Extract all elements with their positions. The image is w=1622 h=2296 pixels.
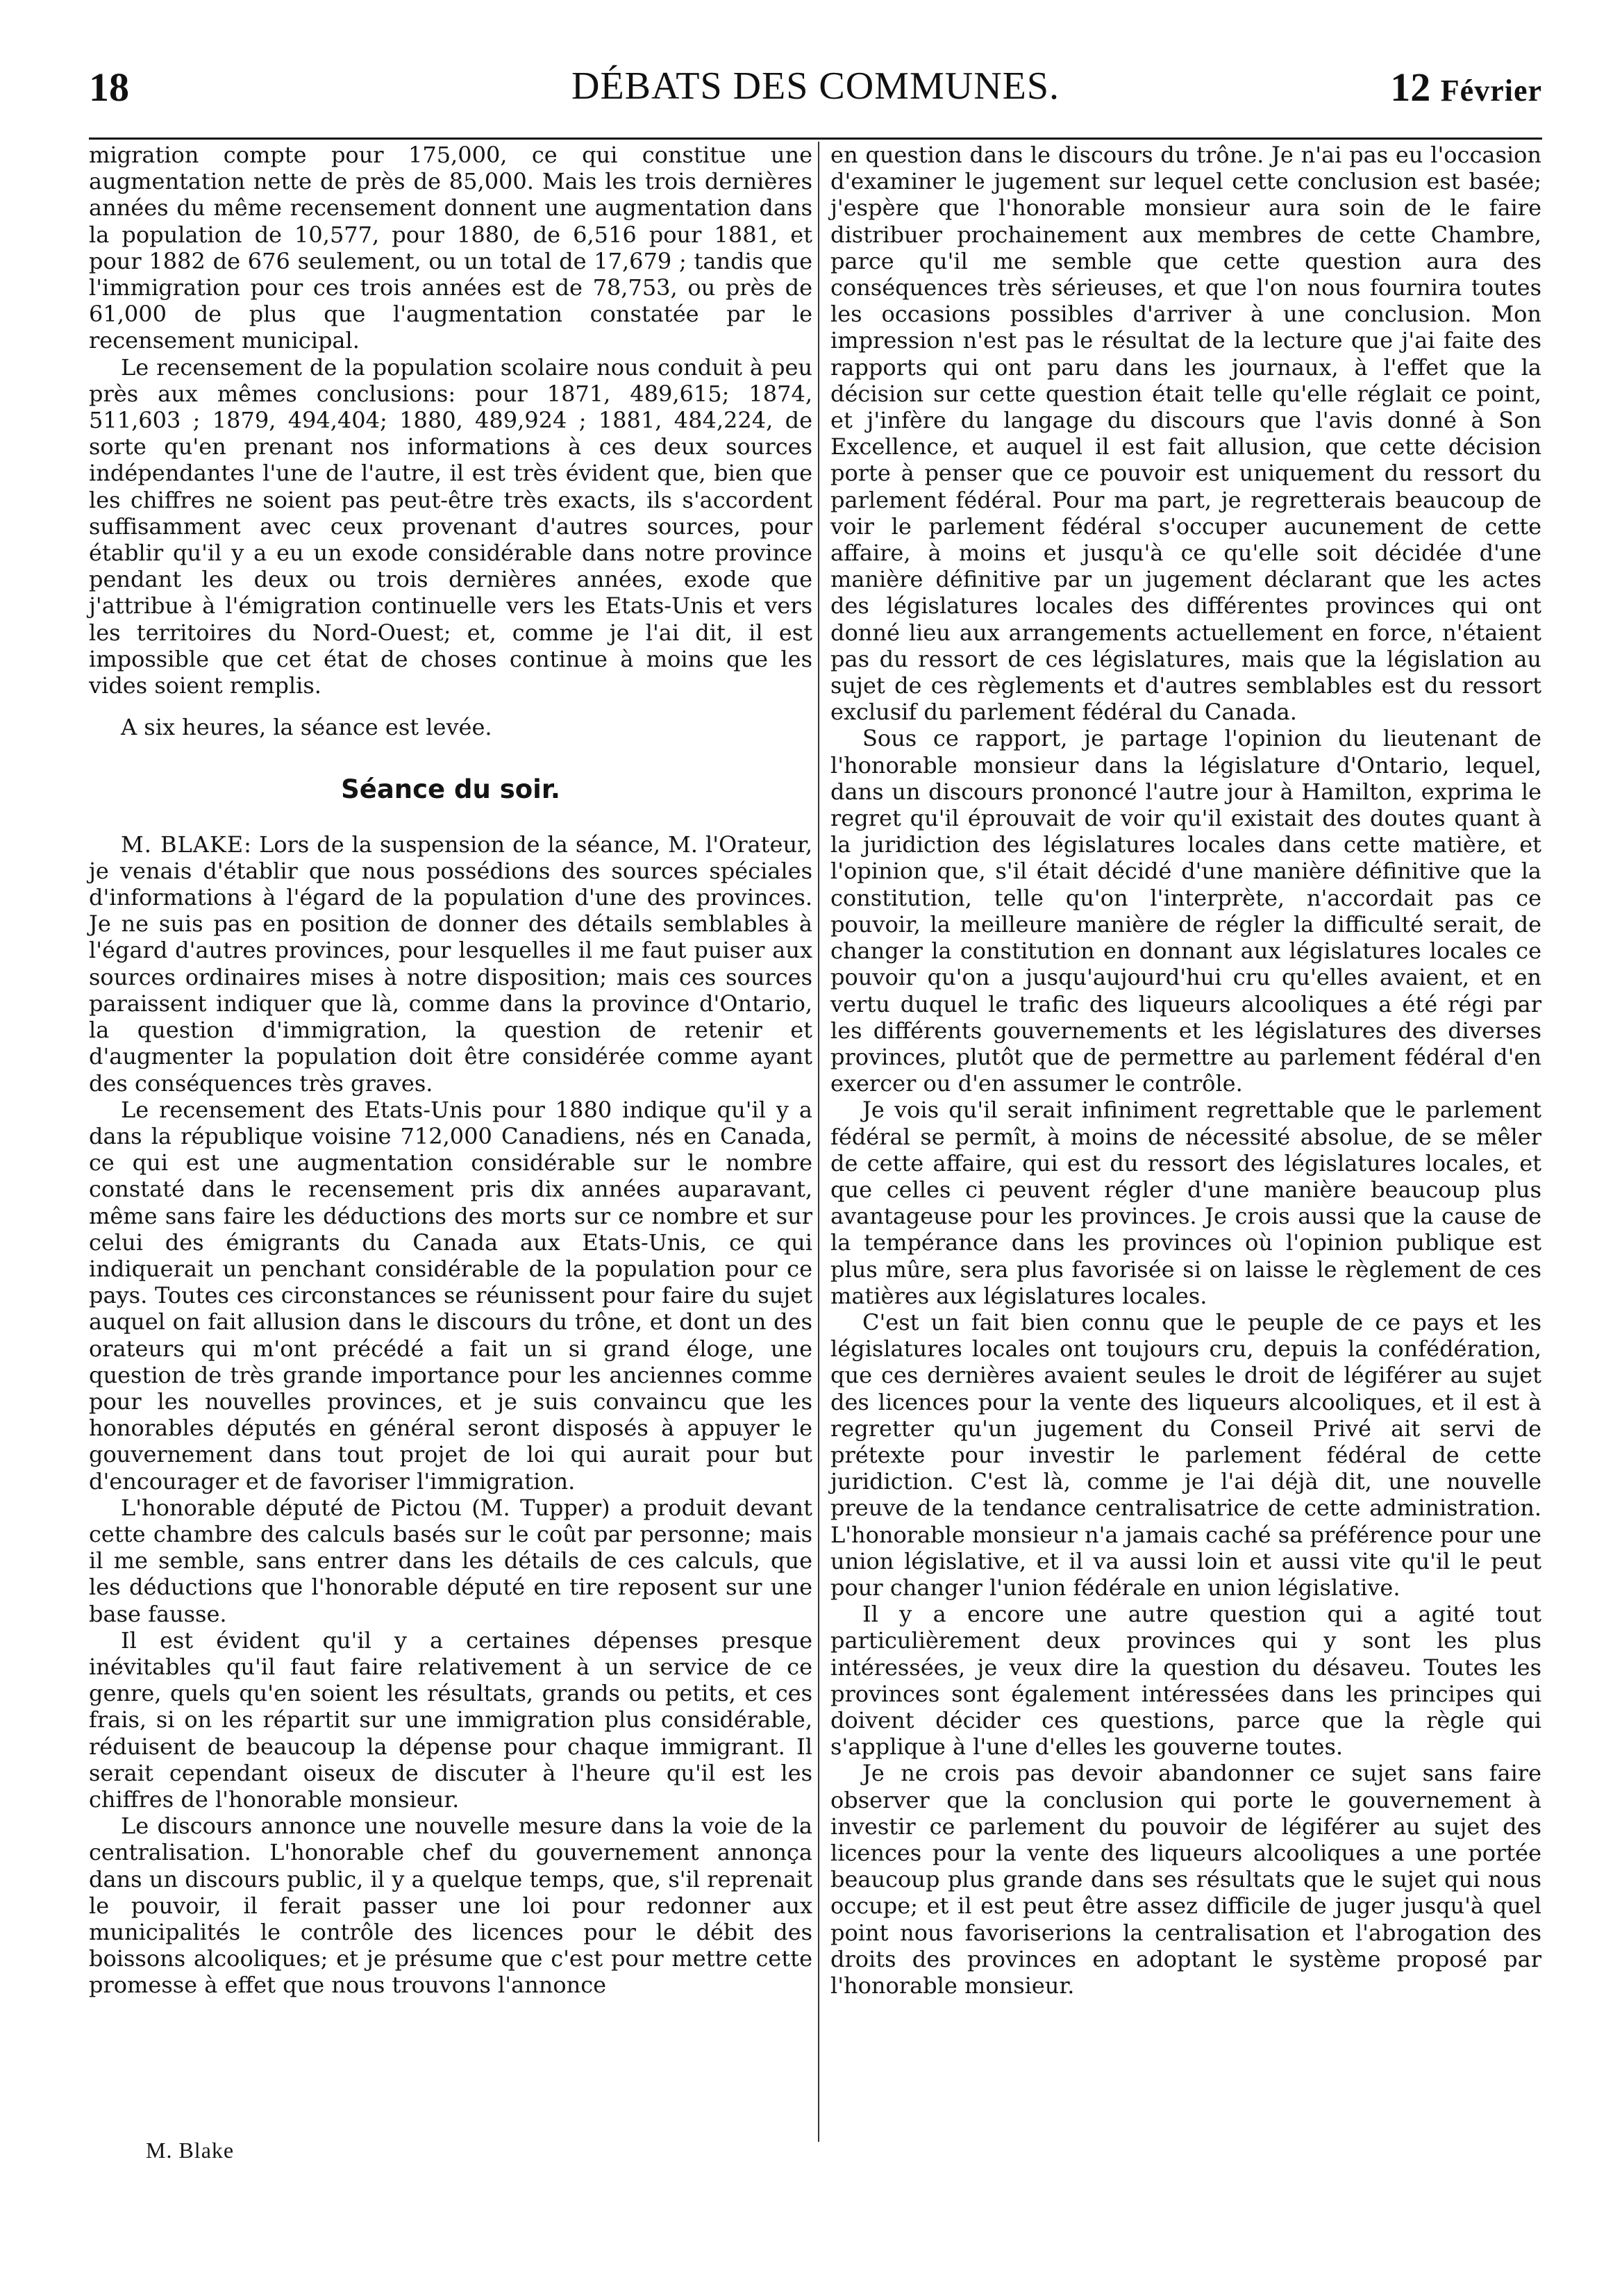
page-number: 18 (89, 65, 129, 110)
speaker-name: M. BLAKE (121, 831, 244, 858)
page-date (1390, 64, 1542, 110)
paragraph: en question dans le discours du trône. Je n'ai pas eu l'occasion d'examiner le jugement sur lequel cette conclusion est basée; j'espère que l'honorable monsieur aura soin de le faire distribuer prochainement aux membres de cette Chambre, parce qu'il me semble que cette question aura des conséquences très sérieuses, et que l'on nous fournira toutes les occasions possibles d'arriver à une conclusion. Mon impression n'est pas le résultat de la lecture que j'ai faite des rapports qui ont paru dans les journaux, à l'effet que la décision sur cette question était telle qu'elle réglait ce point, et j'infère du langage du discours que l'avis donné à Son Excellence, et auquel il est fait allusion, que cette décision porte à penser que ce pouvoir est uniquement du ressort du parlement fédéral. Pour ma part, je regretterais beaucoup de voir le parlement fédéral s'occuper aucunement de cette affaire, à moins et jusqu'à ce qu'elle soit décidée d'une manière définitive par un jugement déclarant que les actes des législatures locales des différentes provinces qui ont donné lieu aux arrangements actuellement en force, n'étaient pas du ressort de ces législatures, mais que la législation au sujet de ces règlements et d'autres semblables est du ressort exclusif du parlement fédéral du Canada. (830, 142, 1541, 726)
page-header (89, 64, 1542, 118)
right-column (830, 142, 1541, 1999)
paragraph: Le recensement de la population scolaire nous conduit à peu près aux mêmes conclusions: pour 1871, 489,615; 1874, 511,603 ; 1879, 494,404; 1880, 489,924 ; 1881, 484,224, de sorte qu'en prenant nos informations à ces deux sources indépendantes l'une de l'autre, il est très évident que, bien que les chiffres ne soient pas peut-être très exacts, ils s'accordent suffisamment avec ceux provenant d'autres sources, pour établir qu'il y a eu un exode considérable dans notre province pendant les deux ou trois dernières années, exode que j'attribue à l'émigration continuelle vers les Etats-Unis et vers les territoires du Nord-Ouest; et, comme je l'ai dit, il est impossible que cet état de choses continue à moins que les vides soient remplis. (89, 353, 812, 699)
speech-text: : Lors de la suspension de la séance, M. l'Orateur, je venais d'établir que nous possédions des sources spéciales d'informations à l'égard de la population d'une des provinces. Je ne suis pas en position de donner des détails semblables à l'égard d'autres provinces, pour lesquelles il me faut puiser aux sources ordinaires mises à notre disposition; mais ces sources paraissent indiquer que là, comme dans la province d'Ontario, la question d'immigration, la question de retenir et d'augmenter la population doit être considérée comme ayant des conséquences très graves. (89, 831, 813, 1097)
paragraph: Sous ce rapport, je partage l'opinion du lieutenant de l'honorable monsieur dans la législature d'Ontario, lequel, dans un discours prononcé l'autre jour à Hamilton, exprima le regret qu'il éprouvait de voir qu'il existait des doutes quant à la juridiction des législatures locales dans cette matière, et l'opinion que, s'il était décidé d'une manière définitive que la constitution, telle qu'on l'interprète, n'accordait pas ce pouvoir, la meilleure manière de régler la difficulté serait, de changer la constitution en donnant aux législatures locales ce pouvoir qu'on a jusqu'aujourd'hui cru qu'elles avaient, et en vertu duquel le trafic des liqueurs alcooliques a été régi par les différents gouvernements et les législatures des diverses provinces, plutôt que de permettre au parlement fédéral d'en exercer ou d'en assumer le contrôle. (830, 725, 1541, 1097)
left-column (89, 142, 812, 1999)
paragraph: Il y a encore une autre question qui a agité tout particulièrement deux provinces qui y sont les plus intéressées, je veux dire la question du désaveu. Toutes les provinces sont également intéressées dans les principes qui doivent décider ces questions, parce que la règle qui s'applique à l'une d'elles les gouverne toutes. (830, 1601, 1541, 1761)
paragraph: Je ne crois pas devoir abandonner ce sujet sans faire observer que la conclusion qui porte le gouvernement à investir ce parlement du pouvoir de légiférer au sujet des licences pour la vente des liqueurs alcooliques a une portée beaucoup plus grande dans ses résultats que le sujet qui nous occupe; et il est peut être assez difficile de juger jusqu'à quel point nous favoriserions la centralisation et l'abrogation des droits des provinces en adoptant le système proposé par l'honorable monsieur. (830, 1760, 1541, 1999)
paragraph: A six heures, la séance est levée. (121, 714, 492, 741)
date-month: Février (1440, 74, 1542, 108)
paragraph: Je vois qu'il serait infiniment regrettable que le parlement fédéral se permît, à moins de nécessité absolue, de se mêler de cette affaire, qui est du ressort des législatures locales, et que celles ci peuvent régler d'une manière beaucoup plus avantageuse pour les provinces. Je crois aussi que la cause de la tempérance dans les provinces où l'opinion publique est plus mûre, sera plus favorisée si on laisse le règlement de ces matières aux législatures locales. (830, 1097, 1541, 1309)
paragraph: Le discours annonce une nouvelle mesure dans la voie de la centralisation. L'honorable chef du gouvernement annonça dans un discours public, il y a quelque temps, que, s'il reprenait le pouvoir, il ferait passer une loi pour redonner aux municipalités le contrôle des licences pour le débit des boissons alcooliques; et je présume que c'est pour mettre cette promesse à effet que nous trouvons l'annonce (89, 1813, 812, 1999)
paragraph: C'est un fait bien connu que le peuple de ce pays et les législatures locales ont toujours cru, depuis la confédération, que ces dernières avaient seules le droit de légiférer au sujet des licences pour la vente des liqueurs alcooliques, et il est à regretter qu'un jugement du Conseil Privé ait servi de prétexte pour investir le parlement fédéral de cette juridiction. C'est là, comme je l'ai déjà dit, une nouvelle preuve de la tendance centralisatrice de cette administration. L'honorable monsieur n'a jamais caché sa préférence pour une union législative, et il va aussi loin et aussi vite qu'il le peut pour changer l'union fédérale en union législative. (830, 1308, 1541, 1601)
header-rule (89, 138, 1542, 140)
paragraph (89, 831, 812, 1097)
paragraph: migration compte pour 175,000, ce qui constitue une augmentation nette de près de 85,000. Mais les trois dernières années du même recensement donnent une augmentation dans la population de 10,577, pour 1880, de 6,516 pour 1881, et pour 1882 de 676 seulement, ou un total de 17,679 ; tandis que l'immigration pour ces trois années est de 78,753, ou près de 61,000 de plus que l'augmentation constatée par le recensement municipal. (89, 142, 812, 354)
section-heading: Séance du soir. (341, 774, 560, 805)
paragraph: Il est évident qu'il y a certaines dépenses presque inévitables qu'il faut faire relativement à un service de ce genre, quels qu'en soient les résultats, grands ou petits, et ces frais, si on les répartit sur une immigration plus considérable, réduisent de beaucoup la dépense pour chaque immigrant. Il serait cependant oiseux de discuter à l'heure qu'il est les chiffres de l'honorable monsieur. (89, 1627, 812, 1813)
journal-title: DÉBATS DES COMMUNES. (571, 65, 1060, 108)
paragraph: L'honorable député de Pictou (M. Tupper) a produit devant cette chambre des calculs basés sur le coût par personne; mais il me semble, sans entrer dans les détails de ces calculs, que les déductions que l'honorable député en tire reposent sur une base fausse. (89, 1494, 812, 1627)
column-divider (818, 142, 819, 2142)
paragraph: Le recensement des Etats-Unis pour 1880 indique qu'il y a dans la république voisine 712,000 Canadiens, nés en Canada, ce qui est une augmentation considérable sur le nombre constaté dans le recensement pris dix années auparavant, même sans faire les déductions des morts sur ce nombre et sur celui des émigrants du Canada aux Etats-Unis, ce qui indiquerait un penchant considérable de la population pour ce pays. Toutes ces circonstances se réunissent pour faire du sujet auquel on fait allusion dans le discours du trône, et dont un des orateurs qui m'ont précédé a fait un si grand éloge, une question de très grande importance pour les anciennes comme pour les nouvelles provinces, et je suis convaincu que les honorables députés en général seront disposés à appuyer le gouvernement dans tout projet de loi qui aurait pour but d'encourager et de favoriser l'immigration. (89, 1096, 812, 1495)
date-day: 12 (1390, 65, 1431, 110)
footer-speaker: M. Blake (146, 2138, 235, 2163)
